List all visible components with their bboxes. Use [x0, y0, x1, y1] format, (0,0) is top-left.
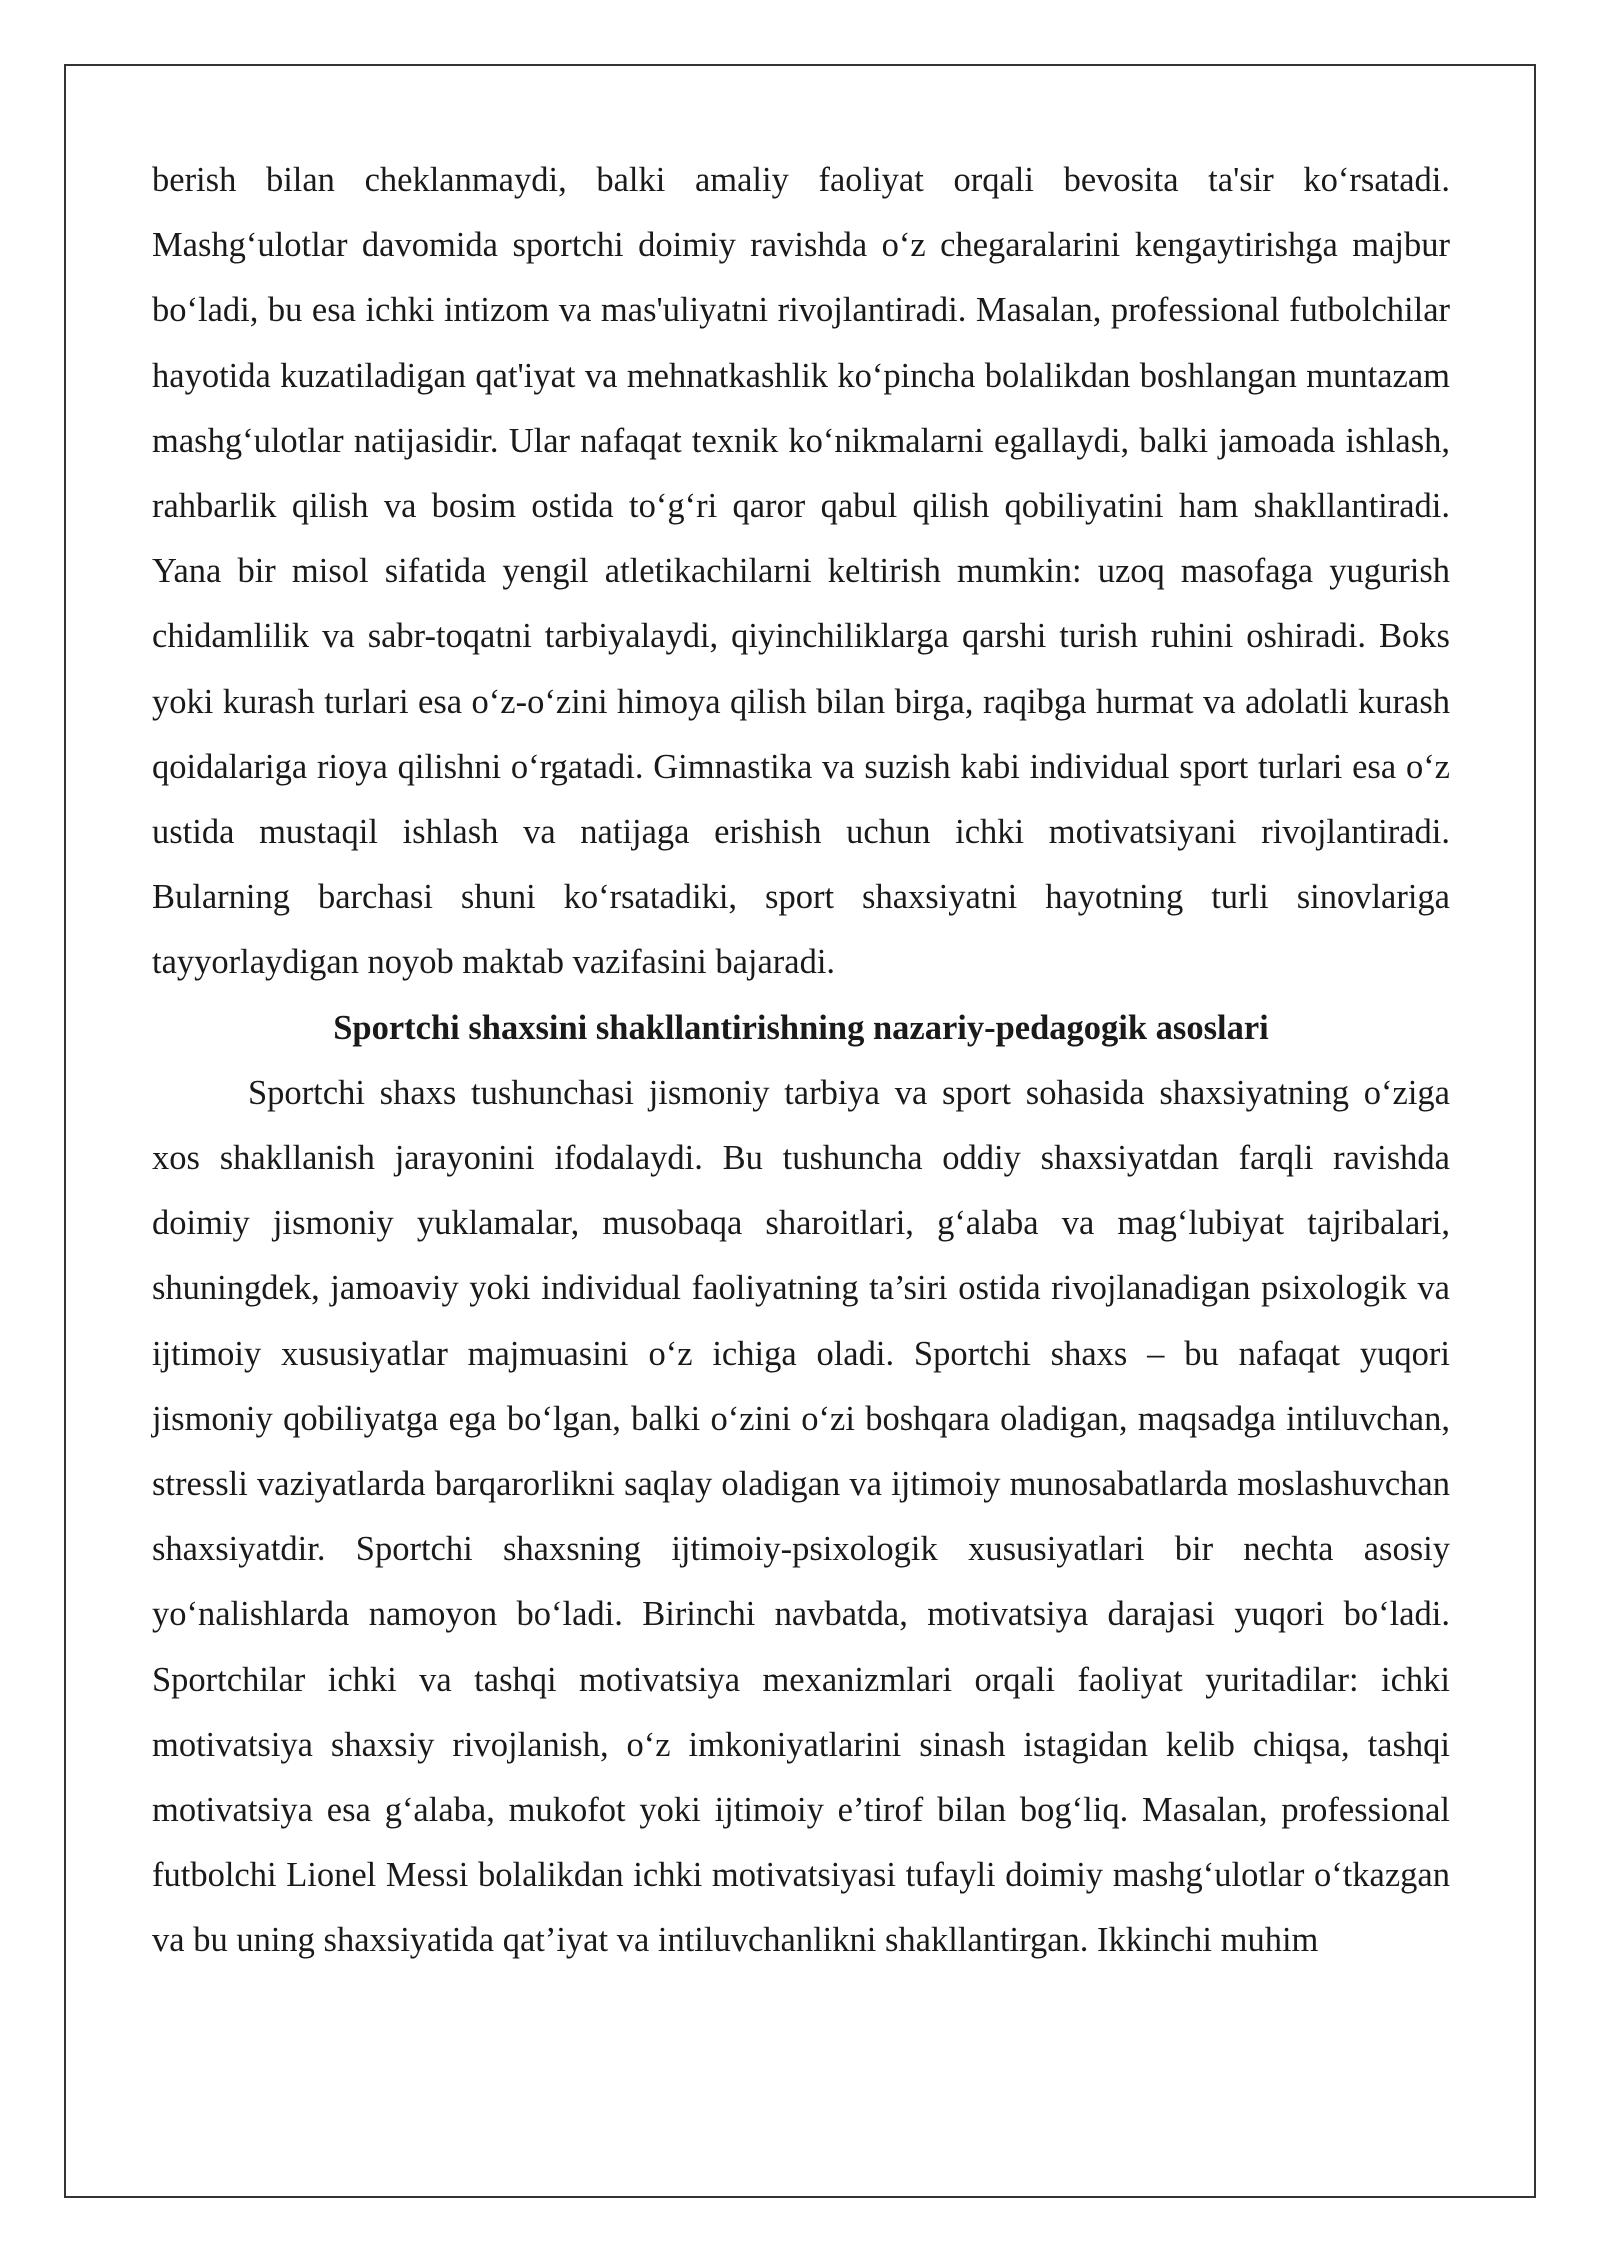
document-body	[152, 148, 1450, 1974]
body-paragraph-2: Sportchi shaxs tushunchasi jismoniy tarbiya va sport sohasida shaxsiyatning oʻziga xos shakllanish jarayonini ifodalaydi. Bu tushuncha oddiy shaxsiyatdan farqli ravishda doimiy jismoniy yuklamalar, musobaqa sharoitlari, gʻalaba va magʻlubiyat tajribalari, shuningdek, jamoaviy yoki individual faoliyatning ta’siri ostida rivojlanadigan psixologik va ijtimoiy xususiyatlar majmuasini oʻz ichiga oladi. Sportchi shaxs – bu nafaqat yuqori jismoniy qobiliyatga ega boʻlgan, balki oʻzini oʻzi boshqara oladigan, maqsadga intiluvchan, stressli vaziyatlarda barqarorlikni saqlay oladigan va ijtimoiy munosabatlarda moslashuvchan shaxsiyatdir. Sportchi shaxsning ijtimoiy-psixologik xususiyatlari bir nechta asosiy yoʻnalishlarda namoyon boʻladi. Birinchi navbatda, motivatsiya darajasi yuqori boʻladi. Sportchilar ichki va tashqi motivatsiya mexanizmlari orqali faoliyat yuritadilar: ichki motivatsiya shaxsiy rivojlanish, oʻz imkoniyatlarini sinash istagidan kelib chiqsa, tashqi motivatsiya esa gʻalaba, mukofot yoki ijtimoiy e’tirof bilan bogʻliq. Masalan, professional futbolchi Lionel Messi bolalikdan ichki motivatsiyasi tufayli doimiy mashgʻulotlar oʻtkazgan va bu uning shaxsiyatida qat’iyat va intiluvchanlikni shakllantirgan. Ikkinchi muhim	[152, 1073, 1450, 1960]
section-heading: Sportchi shaxsini shakllantirishning nazariy-pedagogik asoslari	[333, 1008, 1269, 1047]
body-paragraph-1: berish bilan cheklanmaydi, balki amaliy faoliyat orqali bevosita ta'sir koʻrsatadi. Mashgʻulotlar davomida sportchi doimiy ravishda oʻz chegaralarini kengaytirishga majbur boʻladi, bu esa ichki intizom va mas'uliyatni rivojlantiradi. Masalan, professional futbolchilar hayotida kuzatiladigan qat'iyat va mehnatkashlik koʻpincha bolalikdan boshlangan muntazam mashgʻulotlar natijasidir. Ular nafaqat texnik koʻnikmalarni egallaydi, balki jamoada ishlash, rahbarlik qilish va bosim ostida toʻgʻri qaror qabul qilish qobiliyatini ham shakllantiradi. Yana bir misol sifatida yengil atletikachilarni keltirish mumkin: uzoq masofaga yugurish chidamlilik va sabr-toqatni tarbiyalaydi, qiyinchiliklarga qarshi turish ruhini oshiradi. Boks yoki kurash turlari esa oʻz-oʻzini himoya qilish bilan birga, raqibga hurmat va adolatli kurash qoidalariga rioya qilishni oʻrgatadi. Gimnastika va suzish kabi individual sport turlari esa oʻz ustida mustaqil ishlash va natijaga erishish uchun ichki motivatsiyani rivojlantiradi. Bularning barchasi shuni koʻrsatadiki, sport shaxsiyatni hayotning turli sinovlariga tayyorlaydigan noyob maktab vazifasini bajaradi.	[152, 161, 1450, 982]
